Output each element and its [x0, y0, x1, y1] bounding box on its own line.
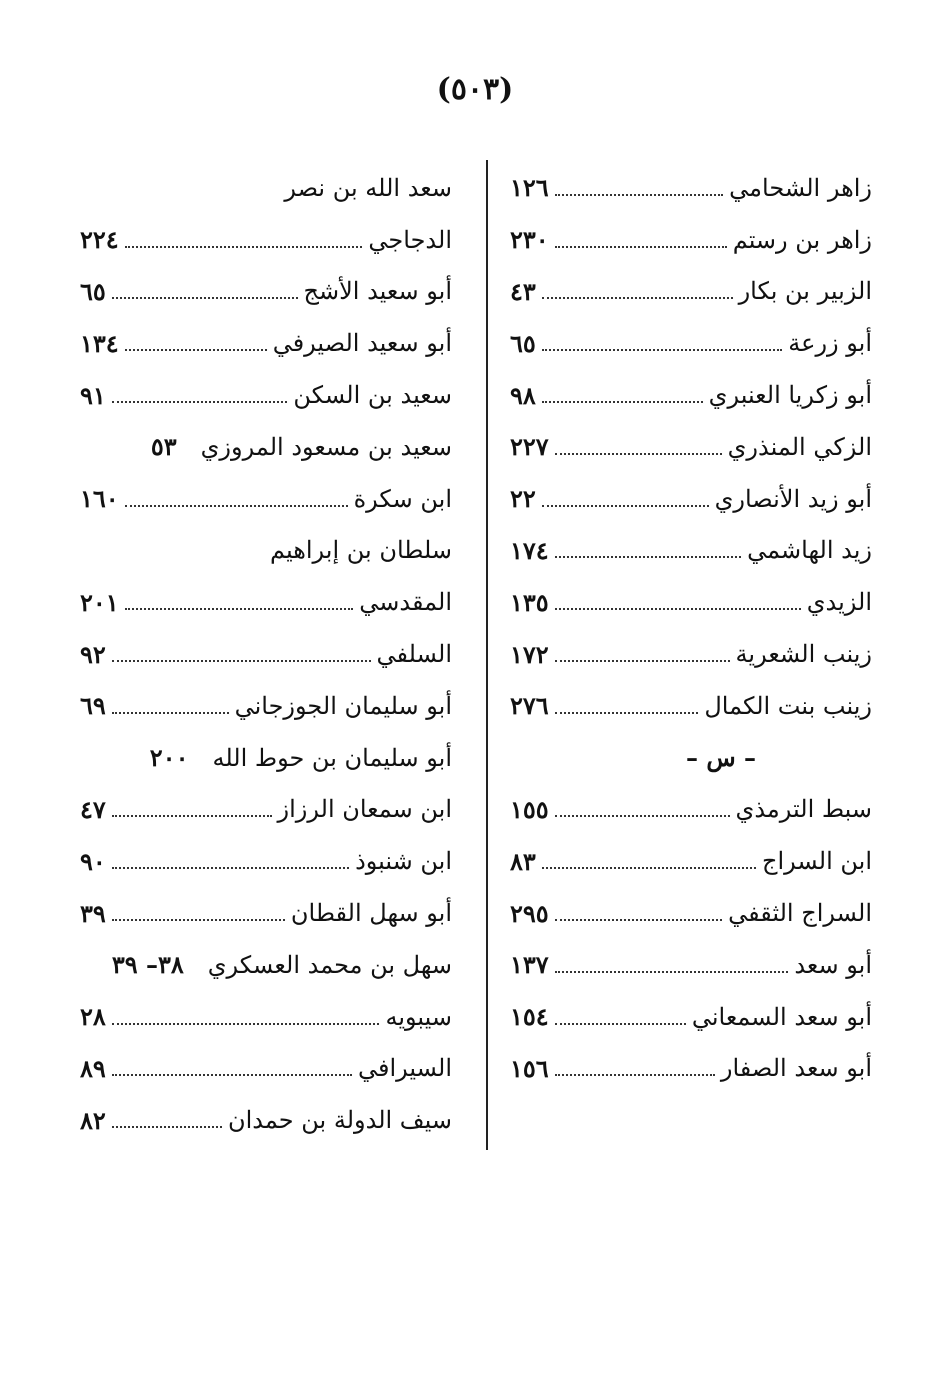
dot-leader — [112, 919, 285, 921]
index-entry — [80, 784, 452, 836]
entry-page-ref: ٢٣٠ — [510, 225, 549, 255]
entry-page-ref: ٢٠٠ — [149, 743, 189, 773]
entry-name: أبو زكريا العنبري — [708, 381, 872, 410]
entry-page-ref: ٩٨ — [510, 380, 536, 410]
index-entry — [510, 680, 872, 732]
index-entry — [510, 991, 872, 1043]
entry-page-ref: ٨٣ — [510, 846, 536, 876]
entry-name: سعيد بن السكن — [293, 381, 452, 410]
entry-name: أبو سليمان بن حوط الله — [212, 743, 452, 772]
entry-page-ref: ١٧٢ — [510, 639, 549, 669]
entry-name: ابن السراج — [761, 847, 872, 876]
index-entry — [80, 576, 452, 628]
dot-leader — [112, 1074, 352, 1076]
entry-page-ref: ١٣٤ — [80, 328, 119, 358]
entry-page-ref: ٢٢٤ — [80, 225, 119, 255]
index-entry — [80, 162, 452, 214]
index-entry — [80, 266, 452, 318]
column-divider — [486, 160, 488, 1150]
entry-name: سعد الله بن نصر — [284, 173, 452, 202]
entry-name: السراج الثقفي — [728, 899, 872, 928]
index-entry — [80, 835, 452, 887]
index-entry — [510, 473, 872, 525]
entry-name: السيرافي — [357, 1054, 452, 1083]
index-entry — [80, 317, 452, 369]
entry-name: أبو سعد السمعاني — [691, 1002, 872, 1031]
index-entry — [510, 421, 872, 473]
index-entry — [80, 1043, 452, 1095]
dot-leader — [112, 867, 349, 869]
entry-name: سهل بن محمد العسكري — [207, 950, 452, 979]
dot-leader — [112, 1126, 222, 1128]
entry-page-ref: ٣٩ — [80, 898, 106, 928]
entry-page-ref: ٣٨– ٣٩ — [111, 950, 184, 980]
entry-name: سيبويه — [385, 1002, 452, 1031]
entry-page-ref: ١٣٧ — [510, 950, 549, 980]
index-entry — [510, 214, 872, 266]
index-entry — [510, 835, 872, 887]
entry-name: زيد الهاشمي — [747, 536, 872, 565]
entry-name: سلطان بن إبراهيم — [269, 536, 452, 565]
index-entry — [80, 680, 452, 732]
entry-page-ref: ١٢٦ — [510, 173, 549, 203]
entry-name: زاهر الشحامي — [729, 173, 872, 202]
index-column-right — [510, 162, 872, 1094]
entry-page-ref: ٢٨ — [80, 1002, 106, 1032]
index-entry — [80, 939, 452, 991]
entry-name: أبو زيد الأنصاري — [714, 484, 872, 513]
entry-name: أبو سعيد الأشج — [303, 277, 452, 306]
index-entry — [80, 421, 452, 473]
dot-leader — [542, 505, 709, 507]
entry-name: زينب الشعرية — [735, 640, 872, 669]
entry-page-ref: ٩٠ — [80, 846, 106, 876]
entry-name: أبو سعد — [794, 950, 872, 979]
entry-name: أبو سليمان الجوزجاني — [234, 691, 452, 720]
index-entry — [510, 1043, 872, 1095]
entry-name: أبو سعيد الصيرفي — [272, 329, 452, 358]
entry-name: سبط الترمذي — [735, 795, 872, 824]
index-entry — [80, 1094, 452, 1146]
dot-leader — [555, 1074, 715, 1076]
entry-page-ref: ١٥٦ — [510, 1053, 549, 1083]
entry-page-ref: ٥٣ — [150, 432, 177, 462]
dot-leader — [542, 401, 703, 403]
entry-page-ref: ٨٩ — [80, 1053, 106, 1083]
index-entry — [510, 628, 872, 680]
page-number: (٥٠٣) — [436, 72, 514, 107]
index-entry — [510, 939, 872, 991]
entry-name: المقدسي — [359, 588, 452, 617]
entry-name: زينب بنت الكمال — [704, 691, 872, 720]
dot-leader — [112, 712, 229, 714]
index-entry — [80, 369, 452, 421]
entry-name: أبو سعد الصفار — [720, 1054, 872, 1083]
entry-page-ref: ٤٣ — [510, 276, 536, 306]
index-entry — [510, 887, 872, 939]
index-entry — [510, 576, 872, 628]
entry-page-ref: ٢٢٧ — [510, 432, 549, 462]
entry-page-ref: ٩٢ — [80, 639, 106, 669]
entry-name: السلفي — [376, 640, 452, 669]
entry-page-ref: ١٥٥ — [510, 794, 549, 824]
index-entry — [510, 784, 872, 836]
dot-leader — [125, 608, 354, 610]
dot-leader — [125, 246, 363, 248]
section-heading: – س – — [686, 743, 757, 773]
index-column-left — [80, 162, 452, 1146]
index-entry — [80, 732, 452, 784]
entry-name: الدجاجي — [368, 225, 452, 254]
dot-leader — [542, 867, 756, 869]
index-entry — [510, 525, 872, 577]
entry-name: الزكي المنذري — [727, 432, 872, 461]
dot-leader — [112, 660, 371, 662]
entry-page-ref: ٦٥ — [80, 276, 106, 306]
dot-leader — [555, 453, 722, 455]
entry-page-ref: ٦٥ — [510, 328, 536, 358]
entry-name: ابن سكرة — [353, 484, 452, 513]
dot-leader — [555, 971, 789, 973]
entry-name: الزيدي — [806, 588, 872, 617]
entry-page-ref: ٢٧٦ — [510, 691, 549, 721]
index-entry — [80, 525, 452, 577]
dot-leader — [555, 919, 722, 921]
dot-leader — [112, 815, 272, 817]
dot-leader — [542, 297, 733, 299]
dot-leader — [555, 712, 699, 714]
entry-name: سعيد بن مسعود المروزي — [200, 432, 452, 461]
index-entry — [510, 162, 872, 214]
entry-name: ابن سمعان الرزاز — [277, 795, 452, 824]
entry-name: ابن شنبوذ — [355, 847, 452, 876]
entry-page-ref: ٢٩٥ — [510, 898, 549, 928]
index-entry — [510, 266, 872, 318]
index-entry — [80, 991, 452, 1043]
index-entry — [510, 369, 872, 421]
entry-page-ref: ٩١ — [80, 380, 106, 410]
dot-leader — [112, 401, 288, 403]
entry-page-ref: ٢٢ — [510, 484, 536, 514]
entry-page-ref: ٢٠١ — [80, 587, 119, 617]
index-entry — [80, 887, 452, 939]
dot-leader — [555, 660, 730, 662]
entry-page-ref: ٦٩ — [80, 691, 106, 721]
index-entry — [80, 473, 452, 525]
index-entry — [80, 628, 452, 680]
index-entry — [510, 317, 872, 369]
index-entry — [80, 214, 452, 266]
entry-name: سيف الدولة بن حمدان — [228, 1106, 452, 1135]
entry-name: أبو سهل القطان — [290, 899, 452, 928]
entry-page-ref: ٤٧ — [80, 794, 106, 824]
entry-name: زاهر بن رستم — [732, 225, 872, 254]
dot-leader — [542, 349, 782, 351]
dot-leader — [125, 505, 348, 507]
dot-leader — [112, 297, 298, 299]
entry-page-ref: ١٦٠ — [80, 484, 119, 514]
dot-leader — [555, 815, 730, 817]
dot-leader — [125, 349, 267, 351]
entry-page-ref: ٨٢ — [80, 1105, 106, 1135]
dot-leader — [555, 246, 727, 248]
dot-leader — [555, 556, 741, 558]
dot-leader — [112, 1023, 380, 1025]
entry-name: أبو زرعة — [788, 329, 872, 358]
entry-page-ref: ١٥٤ — [510, 1002, 549, 1032]
dot-leader — [555, 608, 801, 610]
dot-leader — [555, 1023, 686, 1025]
dot-leader — [555, 194, 723, 196]
entry-page-ref: ١٧٤ — [510, 535, 549, 565]
entry-name: الزبير بن بكار — [738, 277, 872, 306]
entry-page-ref: ١٣٥ — [510, 587, 549, 617]
